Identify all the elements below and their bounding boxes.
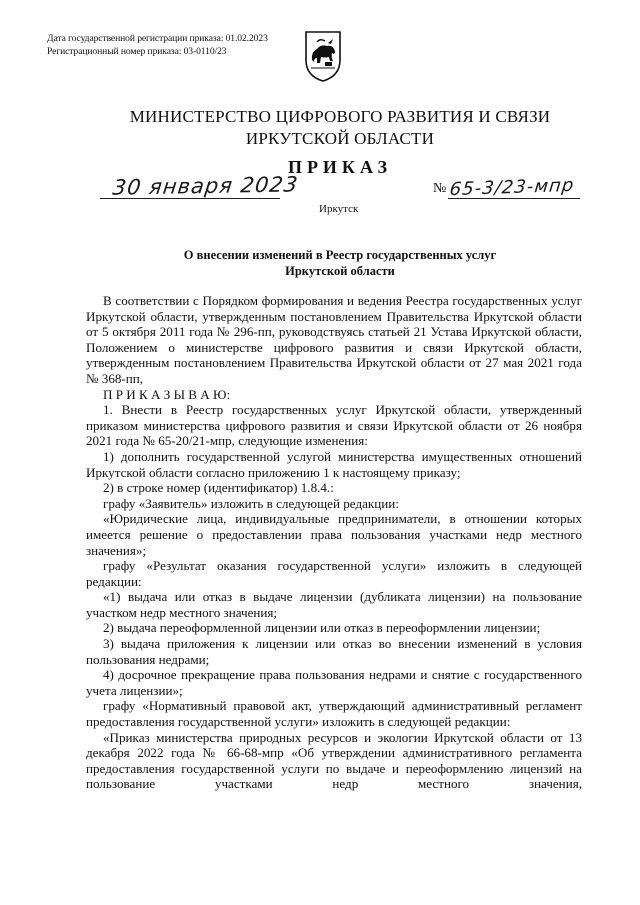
number-sign: № (433, 181, 447, 196)
body-paragraph: «1) выдача или отказ в выдаче лицензии (дубликата лицензии) на пользование участком недр местного значения; (86, 589, 582, 620)
body-paragraph: 4) досрочное прекращение права пользования недрами и снятие с государственного учета лицензии»; (86, 667, 582, 698)
date-underline (100, 198, 280, 199)
registration-number: Регистрационный номер приказа: 03-0110/23 (47, 46, 227, 57)
ministry-name-line-2: ИРКУТСКОЙ ОБЛАСТИ (245, 129, 435, 148)
body-paragraph: графу «Заявитель» изложить в следующей редакции: (103, 495, 399, 511)
number-underline (448, 198, 580, 199)
body-paragraph: П Р И К А З Ы В А Ю: (103, 386, 231, 402)
document-body (86, 293, 582, 792)
body-paragraph: «Юридические лица, индивидуальные предприниматели, в отношении которых имеется решение о предоставлении права пользования участками недр местного значения»; (86, 511, 582, 558)
document-heading-line-2: Иркутской области (285, 264, 395, 278)
registration-date: Дата государственной регистрации приказа: 01.02.2023 (47, 33, 268, 44)
handwritten-order-number: 65-3/23-мпр (448, 174, 576, 201)
body-paragraph: В соответствии с Порядком формирования и ведения Реестра государственных услуг Иркутской области, утвержденным постановлением Правительства Иркутской области от 5 октября 2011 года № 296-пп, руководствуясь статьей 21 Устава Иркутской области, Положением о министерстве цифрового развития и связи Иркутской области, утвержденным постановлением Правительства Иркутской области от 27 мая 2021 года № 368-пп, (86, 293, 582, 386)
body-paragraph: «Приказ министерства природных ресурсов и экологии Иркутской области от 13 декабря 2022 года № 66-68-мпр «Об утверждении административного регламента предоставления государственной услуги по выдаче и переоформлению лицензий на пользование участками недр местного значения, (86, 729, 582, 792)
body-paragraph: 1) дополнить государственной услугой министерства имущественных отношений Иркутской области согласно приложению 1 к настоящему приказу; (86, 448, 582, 480)
body-paragraph: графу «Результат оказания государственной услуги» изложить в следующей редакции: (86, 558, 582, 589)
ministry-name-line-1: МИНИСТЕРСТВО ЦИФРОВОГО РАЗВИТИЯ И СВЯЗИ (129, 107, 551, 126)
irkutsk-coat-of-arms-icon (303, 30, 343, 82)
handwritten-date: 30 января 2023 (111, 172, 300, 200)
body-paragraph: графу «Нормативный правовой акт, утверждающий административный регламент предоставления государственной услуги» изложить в следующей редакции: (86, 698, 582, 730)
order-title: ПРИКАЗ (287, 157, 393, 177)
body-paragraph: 3) выдача приложения к лицензии или отказ во внесении изменений в условия пользования недрами; (86, 636, 582, 667)
body-paragraph: 1. Внести в Реестр государственных услуг Иркутской области, утвержденный приказом министерства цифрового развития и связи Иркутской области от 26 ноября 2021 года № 65-20/21-мпр, следующие изменения: (86, 402, 582, 449)
document-heading-line-1: О внесении изменений в Реестр государственных услуг (183, 248, 497, 262)
city-name: Иркутск (319, 203, 359, 215)
body-paragraph: 2) выдача переоформленной лицензии или отказ в переоформлении лицензии; (103, 620, 541, 636)
body-paragraph: 2) в строке номер (идентификатор) 1.8.4.: (103, 480, 334, 496)
